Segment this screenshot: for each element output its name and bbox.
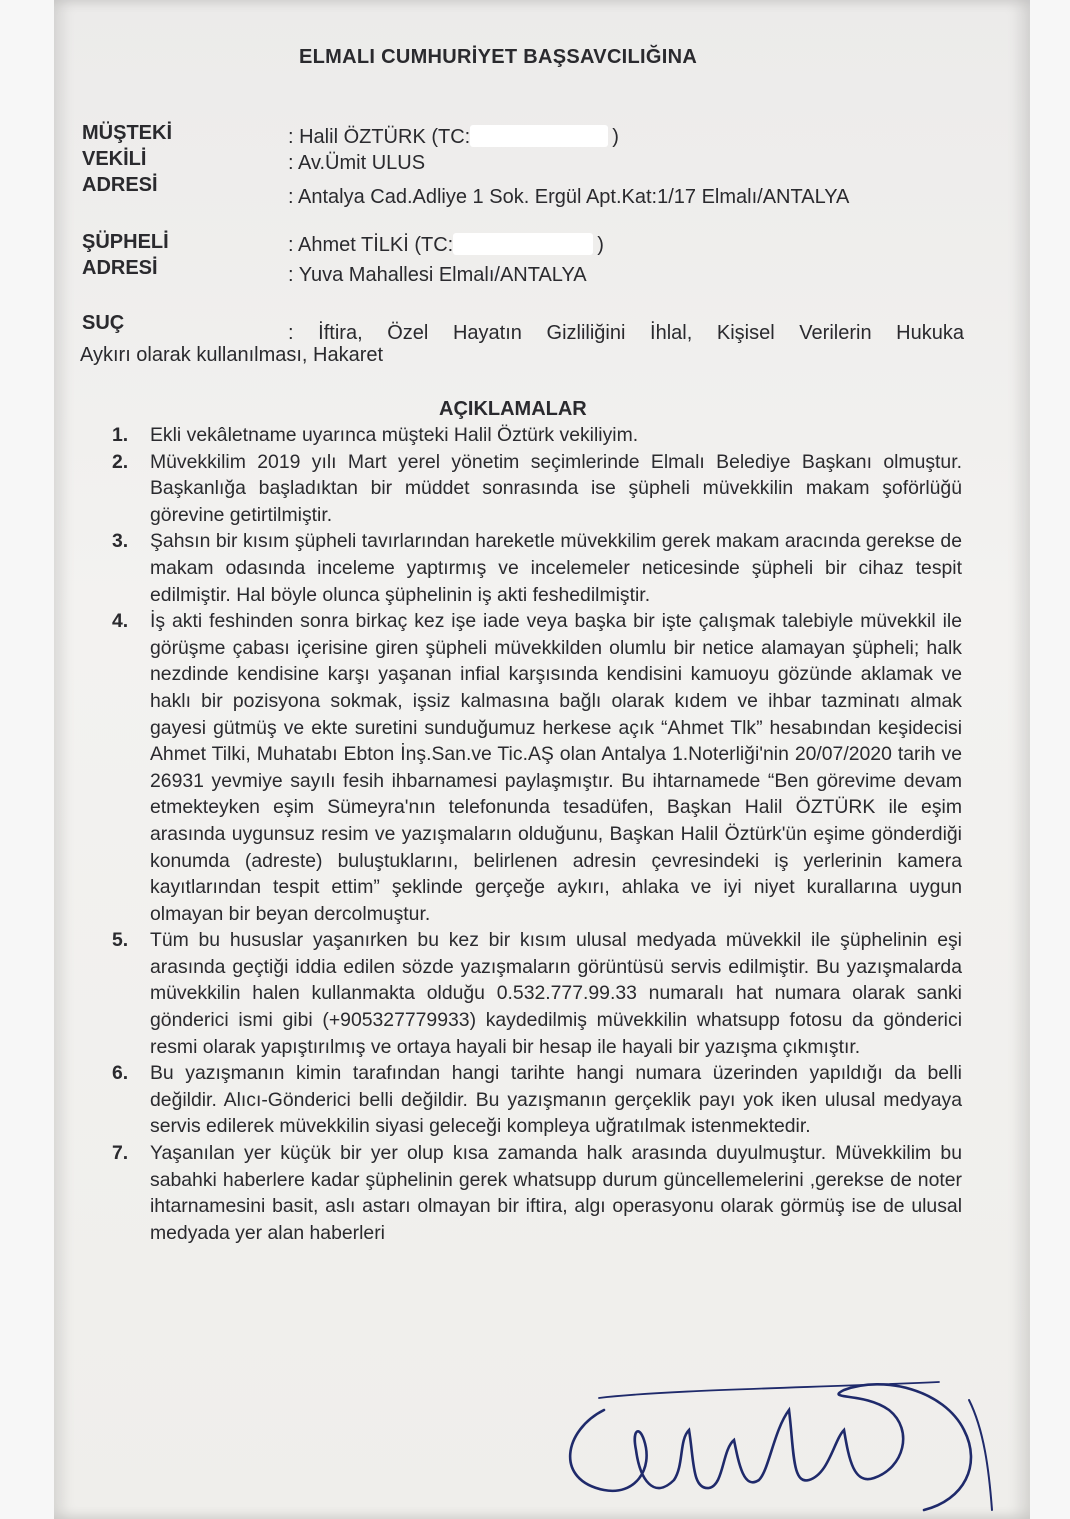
- item-text: Bu yazışmanın kimin tarafından hangi tarihte hangi numara üzerinden yapıldığı da belli değildir. Alıcı-Gönderici belli değildir. Bu yazışmanın gerçeklik payı yok iken ulusal medyaya servis edilerek müvekkilin siyasi geleceği kompleya uğratılmak istenmektedir.: [150, 1062, 962, 1138]
- section-heading: AÇIKLAMALAR: [439, 398, 587, 420]
- list-item: [112, 608, 962, 927]
- complainant-value: [288, 124, 619, 150]
- suspect-name: : Ahmet TİLKİ (TC:: [288, 234, 454, 256]
- item-text: Şahsın bir kısım şüpheli tavırlarından hareketle müvekkilim gerek makam aracında gerekse de makam odasında inceleme yaptırmış ve incelemeler neticesinde şüpheli bir cihaz tespit edilmiştir. Hal böyle olunca şüphelinin iş akti feshedilmiştir.: [150, 530, 962, 606]
- item-text: Yaşanılan yer küçük bir yer olup kısa zamanda halk arasında duyulmuştur. Müvekkilim bu sabahki haberlere kadar şüphelinin gerek whatsupp durum güncellemelerini ,gerekse de noter ihtarnamesini basit, aslı astarı olmayan bir iftira, algı operasyonu olarak görmüş ise de ulusal medyada yer alan haberleri: [150, 1142, 962, 1244]
- list-item: [112, 449, 962, 529]
- attorney-address-label: ADRESİ: [82, 174, 158, 196]
- redaction-block: [470, 125, 608, 147]
- complainant-suffix: ): [612, 126, 619, 148]
- document-title: ELMALI CUMHURİYET BAŞSAVCILIĞINA: [299, 46, 698, 68]
- suspect-address-label: ADRESİ: [82, 257, 158, 279]
- list-item: [112, 927, 962, 1060]
- item-number: 6.: [112, 1062, 129, 1085]
- explanations-list: [112, 422, 962, 1246]
- attorney-value: : Av.Ümit ULUS: [288, 152, 426, 174]
- page-margin-right: [1030, 0, 1070, 1519]
- list-item: [112, 422, 962, 449]
- item-text: Tüm bu hususlar yaşanırken bu kez bir kısım ulusal medyada müvekkil ile şüphelinin eşi arasında geçtiği iddia edilen sözde yazışmaların görüntüsü servis edilmiştir. Bu yazışmalarda müvekkilin halen kullanmakta olduğu 0.532.777.99.33 numaralı hat numara olarak sanki gönderici ismi gibi (+905327779933) kaydedilmiş müvekkilin whatsupp fotosu da gönderici resmi olarak yapıştırılmış ve ortaya hayali bir hesap ile hayali bir yazışma çıkmıştır.: [150, 929, 962, 1058]
- complainant-name: : Halil ÖZTÜRK (TC:: [288, 126, 471, 148]
- suspect-value: [288, 232, 604, 258]
- crime-line-2: Aykırı olarak kullanılması, Hakaret: [80, 344, 384, 366]
- complainant-label: MÜŞTEKİ: [82, 122, 172, 144]
- list-item: [112, 1060, 962, 1140]
- page-margin-left: [0, 0, 54, 1519]
- list-item: [112, 1140, 962, 1246]
- crime-label: SUÇ: [82, 312, 125, 334]
- document-page: [54, 0, 1030, 1519]
- list-item: [112, 528, 962, 608]
- suspect-label: ŞÜPHELİ: [82, 231, 169, 253]
- item-number: 3.: [112, 530, 129, 553]
- item-number: 4.: [112, 610, 129, 633]
- attorney-label: VEKİLİ: [82, 148, 147, 170]
- suspect-suffix: ): [597, 234, 604, 256]
- item-number: 7.: [112, 1142, 129, 1165]
- attorney-address-value: : Antalya Cad.Adliye 1 Sok. Ergül Apt.Kat:1/17 Elmalı/ANTALYA: [288, 186, 850, 208]
- item-number: 2.: [112, 450, 129, 473]
- handwritten-signature: [544, 1370, 1004, 1519]
- item-text: İş akti feshinden sonra birkaç kez işe iade veya başka bir işte çalışmak talebiyle müvekkil ile görüşme çabası içerisine giren şüpheli müvekkilden olumlu bir netice alamayan şüpheli; halk nezdinde kendisine karşı yaşanan infial karşısında kendisini kamuoyu gözünde aklamak ve haklı bir pozisyona sokmak, işsiz kalmasına bağlı olarak kıdem ve ihbar tazminatı almak gayesi gütmüş ve ekte suretini sunduğumuz herkese açık “Ahmet Tlk” hesabından keşidecisi Ahmet Tilki, Muhatabı Ebton İnş.San.ve Tic.AŞ olan Antalya 1.Noterliği'nin 20/07/2020 tarih ve 26931 yevmiye sayılı fesih ihbarnamesi paylaşmıştır. Bu ihtarnamede “Ben görevime devam etmekteyken eşim Sümeyra'nın telefonunda tesadüfen, Başkan Halil ÖZTÜRK ile eşim arasında uygunsuz resim ve yazışmaların olduğunu, Başkan Halil Öztürk'ün eşime gönderdiği konumda (adreste) buluştuklarını, belirlenen adresin çevresindeki iş yerlerinin kamera kayıtlarından tespit ettim” şeklinde gerçeğe aykırı, ahlaka ve iyi niyet kurallarına uygun olmayan bir beyan dercolmuştur.: [150, 610, 962, 925]
- item-number: 5.: [112, 929, 129, 952]
- redaction-block: [453, 233, 593, 255]
- item-text: Müvekkilim 2019 yılı Mart yerel yönetim seçimlerinde Elmalı Belediye Başkanı olmuştur. Başkanlığa başladıktan bir müddet sonrasında ise şüpheli müvekkilin makam şoförlüğü görevine getirtilmiştir.: [150, 450, 962, 526]
- item-number: 1.: [112, 424, 129, 446]
- crime-line-1: : İftira, Özel Hayatın Gizliliğini İhlal, Kişisel Verilerin Hukuka: [288, 322, 964, 344]
- suspect-address-value: : Yuva Mahallesi Elmalı/ANTALYA: [288, 264, 587, 286]
- item-text: Ekli vekâletname uyarınca müşteki Halil Öztürk vekiliyim.: [150, 424, 639, 446]
